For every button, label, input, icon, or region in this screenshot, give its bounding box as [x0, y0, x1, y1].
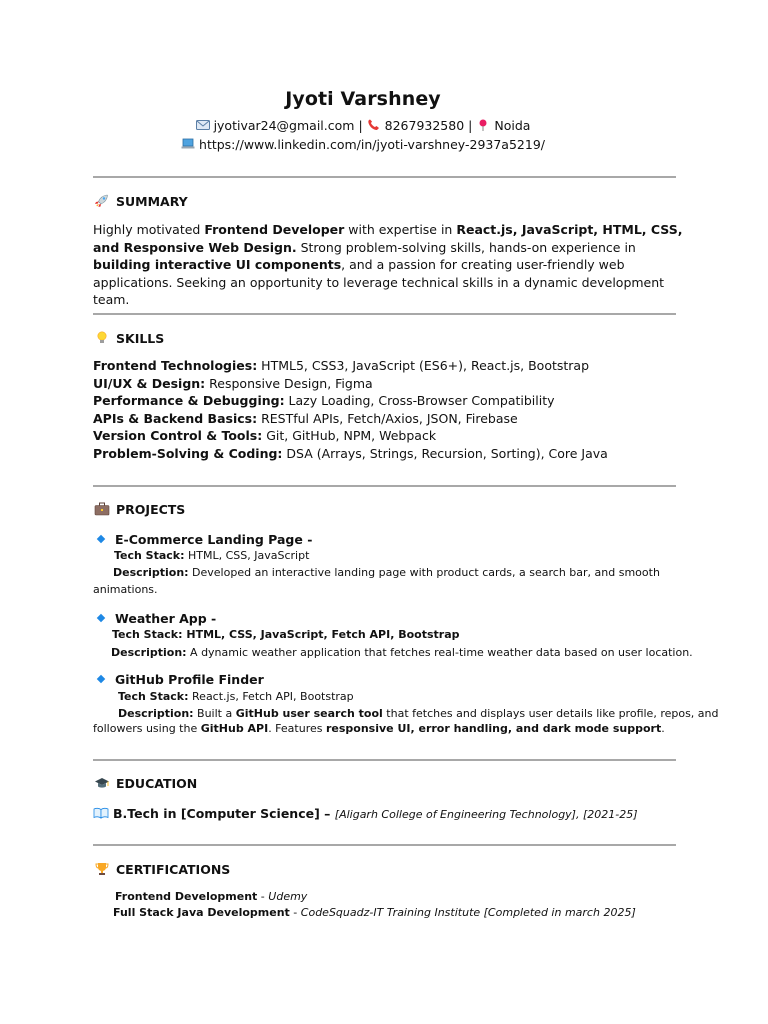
- project-description: Description: A dynamic weather application that fetches real-time weather data based on user location.: [111, 646, 693, 659]
- school: [Aligarh College of Engineering Technology], [2021-25]: [334, 808, 638, 821]
- project-description-cont: followers using the GitHub API. Features responsive UI, error handling, and dark mode support.: [93, 722, 665, 735]
- skill-version-control: Version Control & Tools: Git, GitHub, NPM, Webpack: [93, 428, 437, 443]
- blue-diamond-icon: [97, 675, 105, 683]
- pin-icon: [476, 119, 490, 131]
- separator: |: [358, 118, 363, 133]
- briefcase-icon: [94, 502, 110, 516]
- candidate-name: Jyoti Varshney: [285, 88, 441, 110]
- envelope-icon: [196, 119, 210, 131]
- section-divider: [93, 844, 676, 846]
- skill-performance: Performance & Debugging: Lazy Loading, Cross-Browser Compatibility: [93, 393, 555, 408]
- location: Noida: [494, 118, 531, 133]
- blue-diamond-icon: [97, 614, 105, 622]
- project-description: Description: Developed an interactive landing page with product cards, a search bar, and smooth: [113, 566, 660, 579]
- section-divider: [93, 759, 676, 761]
- skills-heading: SKILLS: [94, 331, 164, 347]
- project-description-cont: animations.: [93, 583, 158, 596]
- section-divider: [93, 313, 676, 315]
- linkedin-link[interactable]: https://www.linkedin.com/in/jyoti-varshney-2937a5219/: [199, 137, 545, 152]
- certification-item: Frontend Development - Udemy: [115, 890, 308, 903]
- project-stack: Tech Stack: HTML, CSS, JavaScript, Fetch API, Bootstrap: [112, 628, 460, 641]
- project-description: Description: Built a GitHub user search tool that fetches and displays user details like profile, repos, and: [118, 707, 719, 720]
- project-stack: Tech Stack: HTML, CSS, JavaScript: [114, 549, 310, 562]
- telephone-icon: [367, 119, 381, 131]
- contact-line-2: [0, 137, 726, 153]
- project-title-ecommerce: E-Commerce Landing Page -: [98, 532, 312, 548]
- project-stack: Tech Stack: React.js, Fetch API, Bootstrap: [118, 690, 354, 703]
- lightbulb-icon: [94, 331, 110, 345]
- certification-item: Full Stack Java Development - CodeSquadz-IT Training Institute [Completed in march 2025]: [113, 906, 636, 919]
- separator: |: [468, 118, 473, 133]
- open-book-icon: [93, 807, 109, 819]
- section-divider: [93, 176, 676, 178]
- laptop-icon: [181, 138, 195, 150]
- graduation-cap-icon: [94, 776, 110, 790]
- rocket-icon: [94, 194, 110, 208]
- project-title-github: GitHub Profile Finder: [98, 672, 264, 688]
- section-divider: [93, 485, 676, 487]
- contact-line-1: [0, 118, 726, 134]
- skill-uiux: UI/UX & Design: Responsive Design, Figma: [93, 376, 373, 391]
- skill-problem-solving: Problem-Solving & Coding: DSA (Arrays, Strings, Recursion, Sorting), Core Java: [93, 446, 608, 461]
- projects-heading: PROJECTS: [94, 502, 185, 518]
- degree: B.Tech in [Computer Science]: [113, 806, 320, 821]
- phone-number[interactable]: 8267932580: [384, 118, 465, 133]
- blue-diamond-icon: [97, 535, 105, 543]
- project-title-weather: Weather App -: [98, 611, 216, 627]
- summary-heading: SUMMARY: [94, 194, 188, 210]
- summary-text: Highly motivated Frontend Developer with expertise in React.js, JavaScript, HTML, CSS, and Responsive Web Design. Strong problem-solving skills, hands-on experience in building interactive UI components, and a passion for creating user-friendly web applications. Seeking an opportunity to leverage technical skills in a dynamic development team.: [93, 222, 683, 307]
- education-entry: B.Tech in [Computer Science] – [Aligarh College of Engineering Technology], [2021-25]: [93, 805, 638, 824]
- email-link[interactable]: jyotivar24@gmail.com: [213, 118, 355, 133]
- trophy-icon: [94, 862, 110, 876]
- skill-frontend: Frontend Technologies: HTML5, CSS3, JavaScript (ES6+), React.js, Bootstrap: [93, 358, 590, 373]
- skill-apis: APIs & Backend Basics: RESTful APIs, Fetch/Axios, JSON, Firebase: [93, 411, 518, 426]
- education-heading: EDUCATION: [94, 776, 197, 792]
- certifications-heading: CERTIFICATIONS: [94, 862, 230, 878]
